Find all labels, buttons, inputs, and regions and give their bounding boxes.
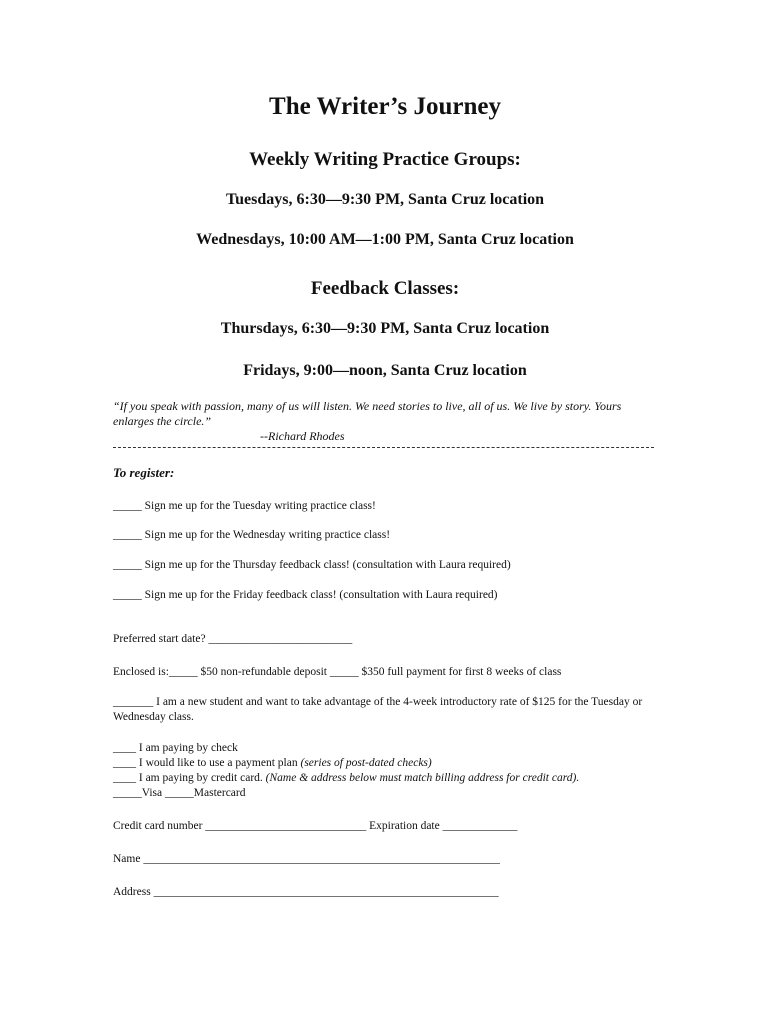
credit-card-fields[interactable]: Credit card number ____________________________ Expiration date _____________ <box>113 820 518 832</box>
card-type-options[interactable]: _____Visa _____Mastercard <box>113 787 246 799</box>
signup-friday[interactable]: _____ Sign me up for the Friday feedback class! (consultation with Laura required) <box>113 589 498 601</box>
pay-by-card-note: (Name & address below must match billing address for credit card). <box>265 772 580 784</box>
wednesday-session: Wednesdays, 10:00 AM—1:00 PM, Santa Cruz location <box>196 231 574 248</box>
quote-text: “If you speak with passion, many of us will listen. We need stories to live, all of us. We live by story. Yours enlarges the circle.” <box>113 399 622 428</box>
practice-groups-heading: Weekly Writing Practice Groups: <box>249 149 521 170</box>
new-student-option[interactable]: _______ I am a new student and want to take advantage of the 4-week introductory rate of $125 for the Tuesday or Wednesday class. <box>113 696 643 723</box>
payment-plan-label: ____ I would like to use a payment plan <box>113 757 301 769</box>
signup-thursday[interactable]: _____ Sign me up for the Thursday feedback class! (consultation with Laura required) <box>113 559 511 571</box>
thursday-session: Thursdays, 6:30—9:30 PM, Santa Cruz location <box>220 320 550 337</box>
register-label: To register: <box>113 465 175 480</box>
signup-wednesday[interactable]: _____ Sign me up for the Wednesday writing practice class! <box>113 529 391 541</box>
signup-tuesday[interactable]: _____ Sign me up for the Tuesday writing practice class! <box>113 500 376 512</box>
pay-by-card-label: ____ I am paying by credit card. <box>113 772 266 784</box>
dashed-divider <box>113 447 654 448</box>
pay-by-check-option[interactable]: ____ I am paying by check <box>113 742 238 754</box>
name-field[interactable]: Name ______________________________________________________________ <box>113 853 500 865</box>
payment-plan-note: (series of post-dated checks) <box>300 757 432 769</box>
page-title: The Writer’s Journey <box>269 93 501 120</box>
preferred-start-date-field[interactable]: Preferred start date? _________________________ <box>113 633 353 645</box>
tuesday-session: Tuesdays, 6:30—9:30 PM, Santa Cruz location <box>225 191 545 208</box>
enclosed-payment-options[interactable]: Enclosed is:_____ $50 non-refundable deposit _____ $350 full payment for first 8 weeks of class <box>113 666 562 678</box>
feedback-classes-heading: Feedback Classes: <box>310 278 460 299</box>
address-field[interactable]: Address ____________________________________________________________ <box>113 886 499 898</box>
pay-by-card-option[interactable] <box>113 772 579 784</box>
quote-author: --Richard Rhodes <box>260 429 345 443</box>
payment-plan-option[interactable] <box>113 757 432 769</box>
friday-session: Fridays, 9:00—noon, Santa Cruz location <box>243 362 527 379</box>
